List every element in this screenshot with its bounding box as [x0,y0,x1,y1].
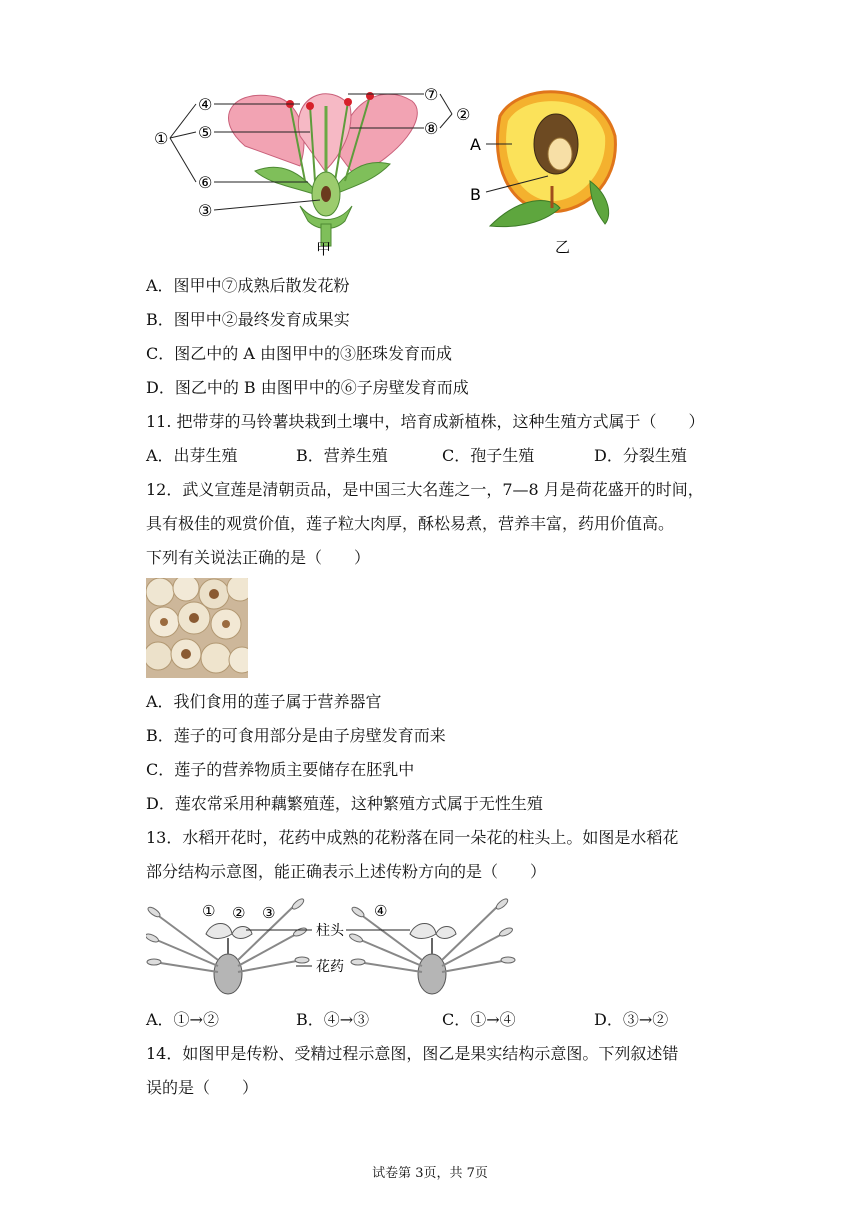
q12-stem-line-1: 12．武义宣莲是清朝贡品，是中国三大名莲之一，7—8 月是荷花盛开的时间， [146,480,704,499]
q10-option-c: C．图乙中的 A 由图甲中的③胚珠发育而成 [146,344,452,363]
label-c1: ① [154,129,169,148]
label-a: A [470,135,481,154]
q11-option-a: A．出芽生殖 [146,446,238,465]
q11-stem: 11. 把带芽的马铃薯块栽到土壤中，培育成新植株，这种生殖方式属于（ ） [146,412,705,431]
rice-label-n1: ① [202,902,216,920]
q12-option-c: C．莲子的营养物质主要储存在胚乳中 [146,760,415,779]
q13-option-d: D．③→② [594,1010,669,1029]
q12-option-a: A．我们食用的莲子属于营养器官 [146,692,382,711]
q11-option-c: C．孢子生殖 [442,446,535,465]
q12-stem-line-3: 下列有关说法正确的是（ ） [146,548,371,567]
q11-option-b: B．营养生殖 [296,446,388,465]
q13-option-a: A．①→② [146,1010,219,1029]
label-c3: ③ [198,201,213,220]
q12-option-b: B．莲子的可食用部分是由子房壁发育而来 [146,726,446,745]
q12-stem-line-2: 具有极佳的观赏价值，莲子粒大肉厚，酥松易煮，营养丰富，药用价值高。 [146,514,675,533]
rice-flower-left [146,898,309,994]
label-yi: 乙 [555,238,571,256]
q10-option-d: D．图乙中的 B 由图甲中的⑥子房壁发育而成 [146,378,469,397]
fruit-leaf [490,201,560,227]
page-footer: 试卷第 3页，共 7页 [372,1166,488,1181]
ovule [321,186,331,202]
q13-stem-line-1: 13．水稻开花时，花药中成熟的花粉落在同一朵花的柱头上。如图是水稻花 [146,828,679,847]
rice-flower-figure [146,898,526,1000]
rice-label-stigma: 柱头 [316,923,344,939]
lotus-seeds-photo [146,578,248,678]
label-b: B [470,185,481,204]
q14-stem-line-1: 14．如图甲是传粉、受精过程示意图，图乙是果实结构示意图。下列叙述错 [146,1044,679,1063]
q11-option-d: D．分裂生殖 [594,446,687,465]
rice-label-anther: 花药 [316,959,344,975]
label-c5: ⑤ [198,123,213,142]
flower-fruit-figure [150,76,620,260]
label-c7: ⑦ [424,85,439,104]
rice-label-n2: ② [232,904,246,922]
label-c2: ② [456,105,471,124]
q14-stem-line-2: 误的是（ ） [146,1078,259,1097]
label-c4: ④ [198,95,213,114]
label-c8: ⑧ [424,119,439,138]
q10-option-a: A．图甲中⑦成熟后散发花粉 [146,276,350,295]
label-jia: 甲 [316,240,332,258]
q13-stem-line-2: 部分结构示意图，能正确表示上述传粉方向的是（ ） [146,862,547,881]
q13-option-b: B．④→③ [296,1010,370,1029]
q12-option-d: D．莲农常采用种藕繁殖莲，这种繁殖方式属于无性生殖 [146,794,543,813]
rice-label-n4: ④ [374,902,388,920]
label-c6: ⑥ [198,173,213,192]
q13-option-c: C．①→④ [442,1010,516,1029]
rice-label-n3: ③ [262,904,276,922]
q10-option-b: B．图甲中②最终发育成果实 [146,310,350,329]
